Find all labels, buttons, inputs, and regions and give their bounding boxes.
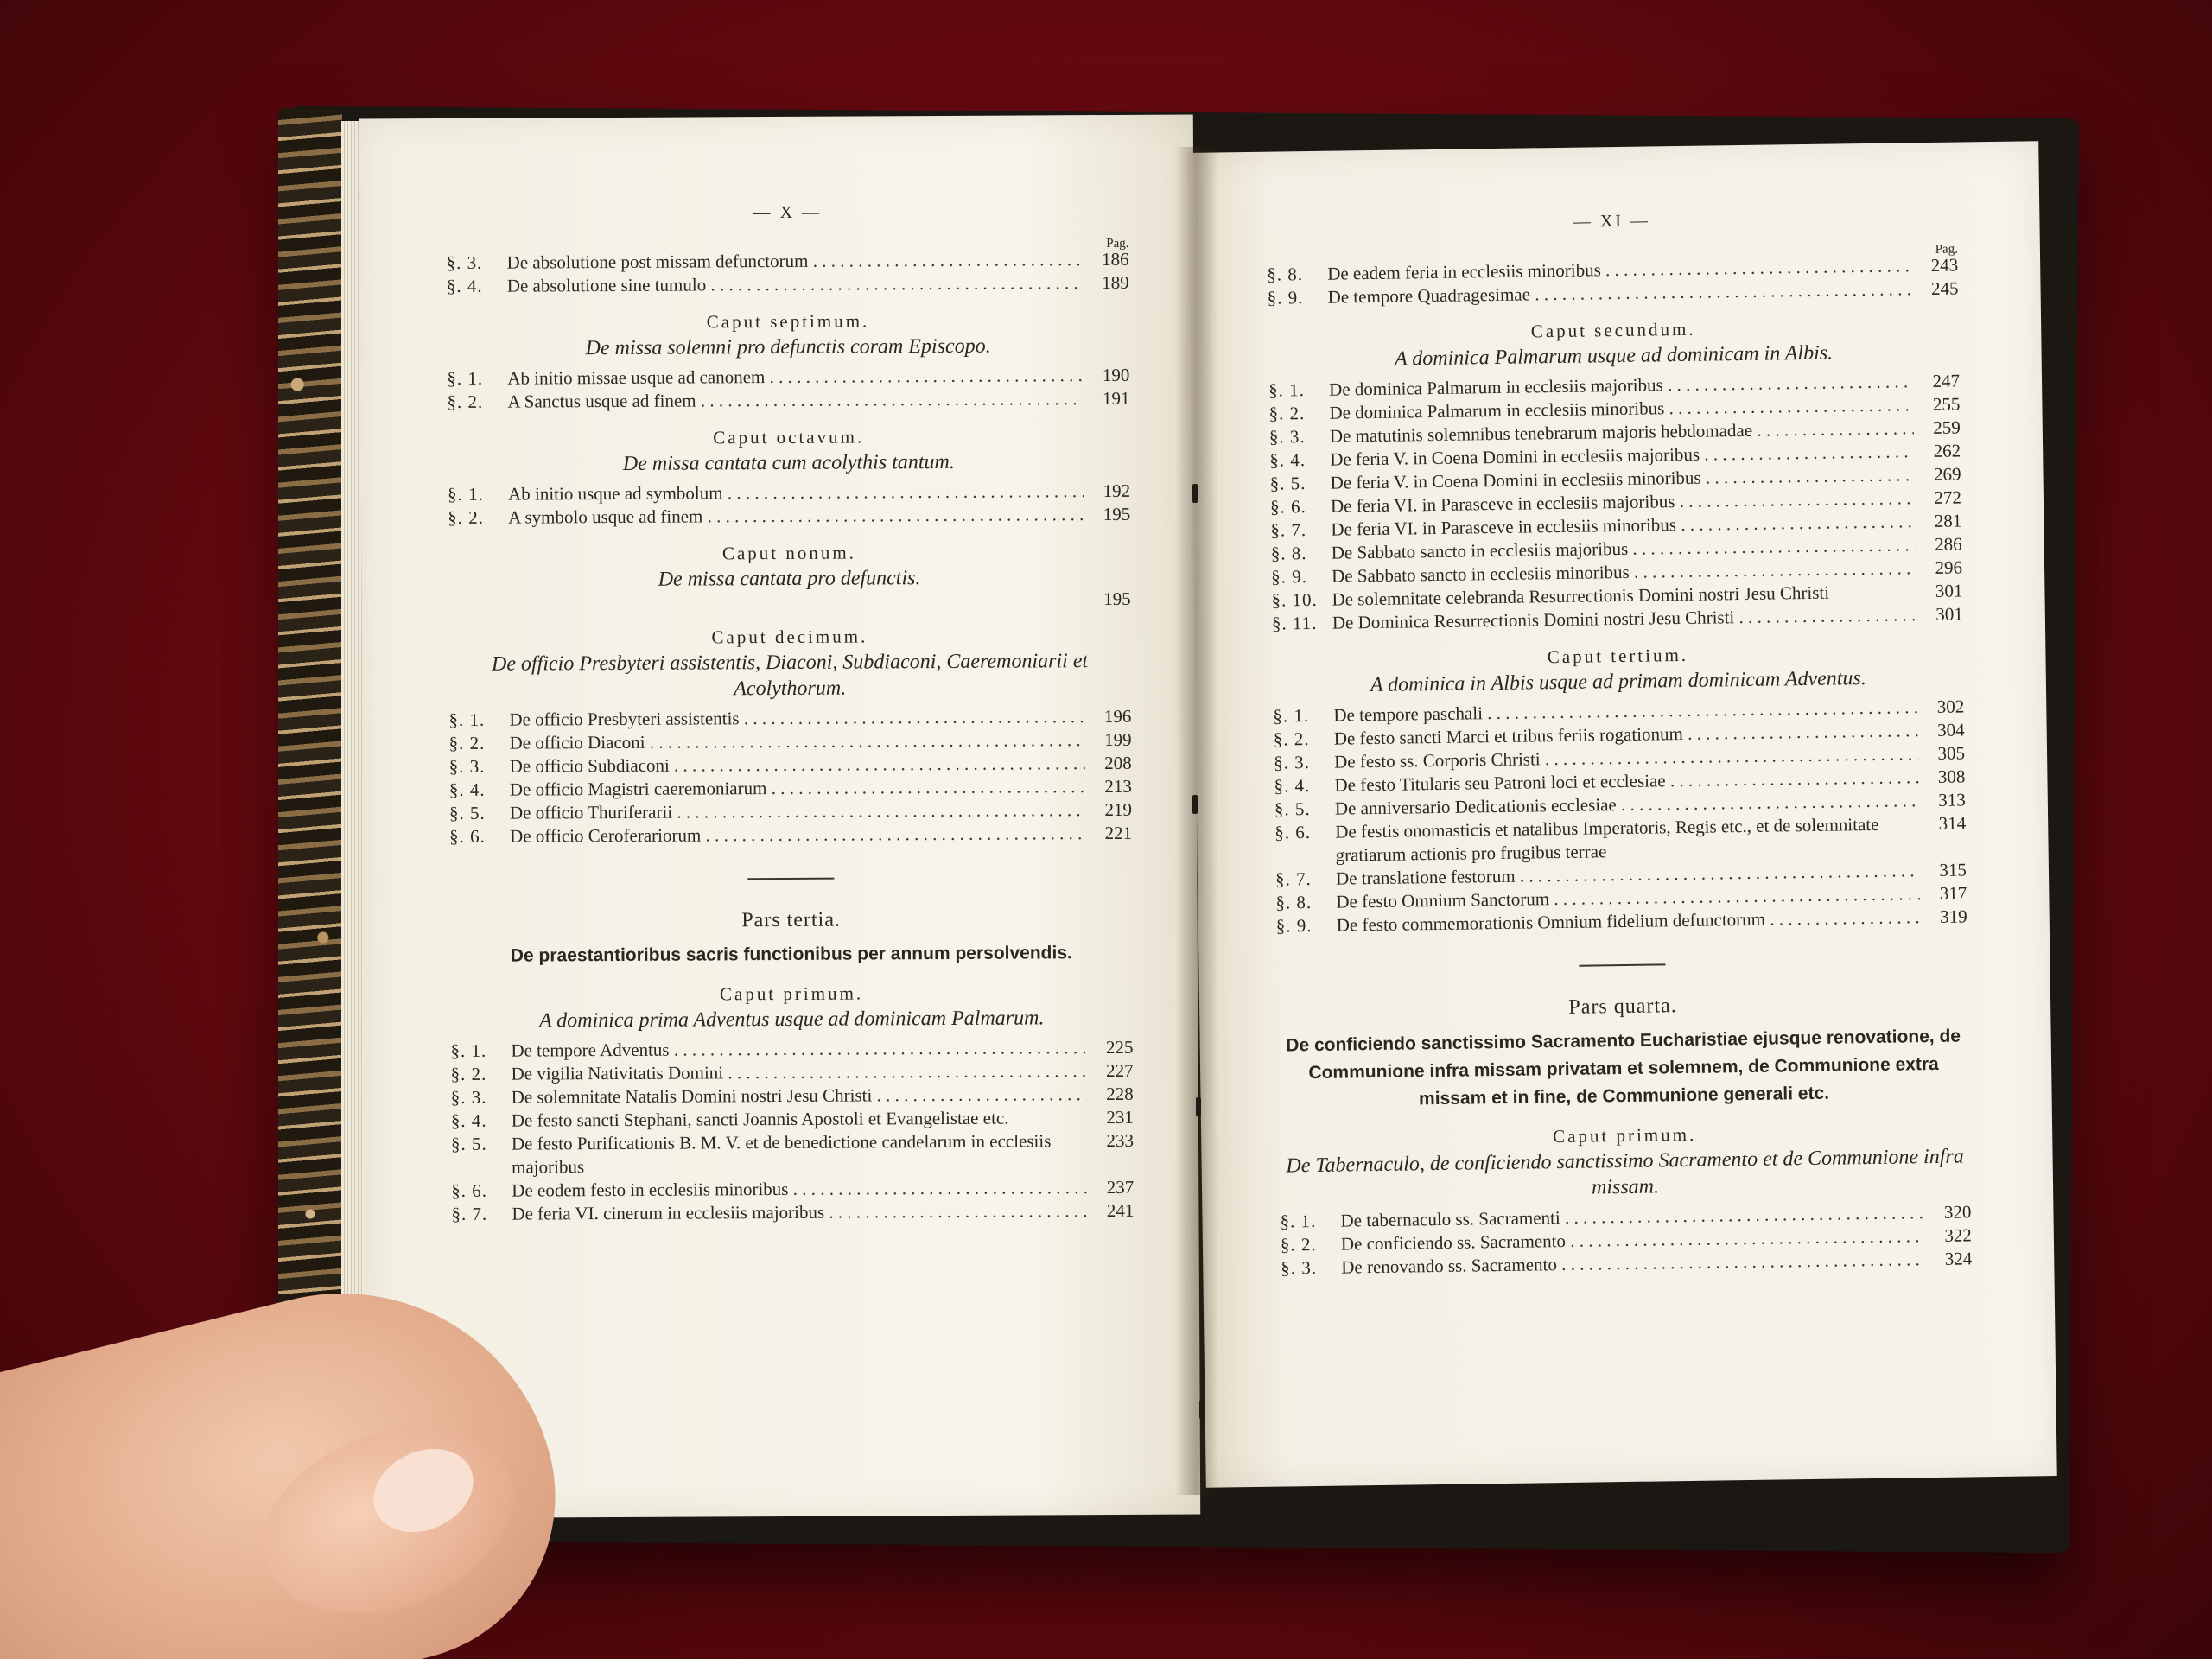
- page-number: 199: [1103, 728, 1132, 751]
- toc-entry: [449, 822, 1132, 849]
- entry-title: De eodem festo in ecclesiis minoribus . . .: [512, 1176, 1087, 1202]
- section-number: §. 9.: [1267, 287, 1304, 308]
- section-number: §. 2.: [450, 1063, 487, 1084]
- section-number: §. 4.: [450, 1109, 487, 1131]
- section-number: §. 5.: [1274, 798, 1311, 820]
- toc-list: [450, 1036, 1134, 1226]
- page-number: 195: [1103, 588, 1131, 610]
- section-number: §. 8.: [1270, 543, 1307, 564]
- page-number: 302: [1936, 696, 1965, 717]
- section-number: §. 3.: [1273, 752, 1311, 773]
- page-number: 243: [1930, 254, 1959, 276]
- entry-title: De dominica Palmarum in ecclesiis majoribus . . .: [1329, 370, 1913, 401]
- page-number: 301: [1935, 580, 1963, 601]
- entry-title: De officio Subdiaconi . . .: [510, 752, 1085, 778]
- section-number: §. 5.: [450, 1133, 487, 1154]
- toc-entry: [450, 1059, 1133, 1086]
- caput-label: Caput decimum.: [711, 626, 868, 648]
- toc-entry: [447, 248, 1129, 275]
- section-number: §. 1.: [1273, 705, 1310, 727]
- book-gutter: [1175, 147, 1218, 1495]
- page-number: 308: [1937, 766, 1966, 787]
- entry-title: De anniversario Dedicationis ecclesiae . . .: [1335, 789, 1919, 820]
- section-divider: [1579, 963, 1665, 966]
- entry-title: De officio Ceroferariorum . . .: [510, 822, 1085, 848]
- section-number: §. 1.: [448, 709, 486, 731]
- section-number: §. 4.: [1269, 449, 1306, 471]
- left-page-content: [446, 201, 1134, 1226]
- entry-title: De festo Purificationis B. M. V. et de benedictione candelarum in ecclesiis majoribus: [511, 1130, 1052, 1178]
- section-number: §. 2.: [448, 732, 486, 754]
- binding-stitch: [1192, 484, 1198, 503]
- section-number: §. 3.: [1281, 1256, 1318, 1279]
- entry-title: De absolutione sine tumulo . . .: [507, 271, 1083, 297]
- section-divider: [747, 878, 834, 880]
- section-number: §. 4.: [1274, 775, 1311, 797]
- entry-title: De festo Omnium Sanctorum . . .: [1336, 882, 1920, 913]
- caput-title: A dominica Palmarum usque ad dominicam in Albis.: [1394, 341, 1834, 371]
- section-number: §. 3.: [446, 251, 483, 274]
- entry-title: De festo Titularis seu Patroni loci et ecclesiae . . .: [1334, 766, 1918, 797]
- right-page-content: [1266, 207, 1972, 1281]
- entry-title: De Dominica Resurrectionis Domini nostri Jesu Christi . . .: [1332, 603, 1916, 634]
- entry-title: De Sabbato sancto in ecclesiis majoribus . . .: [1332, 533, 1916, 564]
- binding-stitch: [1192, 795, 1198, 814]
- page-folio: — XI —: [1573, 211, 1651, 232]
- entry-title: De festo sancti Marci et tribus feriis rogationum . . .: [1334, 719, 1918, 750]
- section-number: §. 2.: [447, 391, 484, 413]
- right-page: [1187, 141, 2056, 1488]
- toc-list: [448, 480, 1130, 530]
- section-number: §. 9.: [1270, 566, 1308, 588]
- caput-title: De Tabernaculo, de conficiendo sanctissimo Sacramento et de Communione infra missam.: [1286, 1145, 1964, 1199]
- toc-list: [447, 364, 1129, 414]
- toc-entry: [449, 752, 1132, 779]
- entry-title: De absolutione post missam defunctorum . . .: [507, 248, 1083, 274]
- page-number: 305: [1937, 742, 1966, 764]
- page-number: 195: [1103, 503, 1131, 525]
- toc-entry: [451, 1106, 1134, 1133]
- pag-label: Pag.: [1106, 236, 1129, 251]
- entry-title: De festo commemorationis Omnium fidelium defunctorum . . .: [1337, 906, 1921, 937]
- pars-title: De conficiendo sanctissimo Sacramento Eucharistiae ejusque renovatione, de Communione infra missam privatam et solemnem, de Communione extra missam et in fine, de Communione generali etc.: [1286, 1026, 1961, 1109]
- toc-entry: [447, 364, 1129, 391]
- section-number: §. 7.: [1270, 519, 1307, 541]
- toc-list: [447, 248, 1129, 298]
- entry-title: De officio Presbyteri assistentis . . .: [509, 705, 1084, 731]
- entry-title: De solemnitate celebranda Resurrectionis Domini nostri Jesu Christi: [1332, 582, 1830, 610]
- pars-label: Pars tertia.: [741, 908, 842, 932]
- page-number: 186: [1102, 248, 1129, 270]
- entry-title: De officio Magistri caeremoniarum . . .: [510, 775, 1085, 801]
- pars-label: Pars quarta.: [1568, 995, 1677, 1019]
- caput-title: De missa solemni pro defunctis coram Episcopo.: [585, 334, 991, 360]
- section-number: §. 1.: [447, 483, 484, 505]
- section-number: §. 2.: [1268, 403, 1306, 424]
- section-number: §. 6.: [449, 825, 486, 848]
- toc-list: [1280, 1200, 1972, 1280]
- caput-label: Caput primum.: [719, 982, 864, 1005]
- entry-title: De festis onomasticis et natalibus Imperatoris, Regis etc., et de solemnitate gratiarum actionis pro frugibus terrae: [1335, 813, 1879, 866]
- toc-entry: [451, 1129, 1134, 1179]
- section-number: §. 7.: [1274, 868, 1312, 890]
- caput-label: Caput primum.: [1552, 1123, 1697, 1147]
- entry-title: De eadem feria in ecclesiis minoribus . . .: [1327, 254, 1911, 285]
- section-number: §. 1.: [447, 367, 484, 390]
- entry-title: De tabernaculo ss. Sacramenti . . .: [1340, 1201, 1924, 1232]
- caput-title: De officio Presbyteri assistentis, Diaconi, Subdiaconi, Caeremoniarii et Acolythorum.: [491, 650, 1089, 701]
- entry-title: De feria VI. in Parasceve in ecclesiis majoribus . . .: [1331, 486, 1915, 518]
- section-number: §. 4.: [448, 779, 486, 801]
- caput-label: Caput secundum.: [1530, 318, 1696, 342]
- page-number: 262: [1933, 440, 1961, 461]
- pag-label: Pag.: [1935, 242, 1959, 257]
- page-number: 227: [1105, 1059, 1134, 1082]
- toc-entry: [447, 387, 1129, 414]
- page-number: 301: [1936, 603, 1963, 625]
- page-number: 315: [1939, 859, 1967, 880]
- toc-list: [448, 705, 1132, 849]
- entry-title: Ab initio usque ad symbolum . . .: [508, 480, 1084, 505]
- section-number: §. 5.: [1269, 473, 1306, 494]
- entry-title: De conficiendo ss. Sacramento . . .: [1341, 1224, 1925, 1255]
- caput-label: Caput nonum.: [721, 542, 856, 564]
- section-number: §. 8.: [1275, 892, 1313, 913]
- page-number: 237: [1106, 1176, 1135, 1198]
- page-number: 225: [1105, 1036, 1134, 1058]
- section-number: §. 2.: [448, 506, 484, 529]
- page-number: 255: [1932, 393, 1961, 415]
- section-number: §. 8.: [1267, 264, 1304, 285]
- entry-title: De feria V. in Coena Domini in ecclesiis minoribus . . .: [1330, 463, 1914, 494]
- caput-label: Caput septimum.: [706, 310, 870, 333]
- caput-title: A dominica prima Adventus usque ad dominicam Palmarum.: [538, 1007, 1045, 1033]
- toc-entry: [448, 728, 1131, 755]
- entry-title: De renovando ss. Sacramento . . .: [1341, 1248, 1925, 1279]
- page-number: 319: [1940, 906, 1967, 927]
- entry-title: De tempore Adventus . . .: [511, 1036, 1086, 1062]
- toc-entry: [449, 775, 1132, 802]
- section-number: §. 6.: [1274, 822, 1312, 843]
- entry-title: De festo ss. Corporis Christi . . .: [1334, 742, 1918, 773]
- entry-title: De festo sancti Stephani, sancti Joannis Apostoli et Evangelistae etc.: [511, 1107, 1009, 1131]
- page-number: 228: [1106, 1083, 1134, 1105]
- entry-title: De tempore Quadragesimae . . .: [1327, 277, 1911, 308]
- page-number: 208: [1104, 752, 1132, 774]
- entry-title: De feria VI. cinerum in ecclesiis majoribus . . .: [512, 1199, 1087, 1225]
- entry-title: De officio Diaconi . . .: [509, 728, 1084, 754]
- page-number: 324: [1944, 1248, 1973, 1269]
- toc-entry: [448, 480, 1130, 506]
- page-number: 219: [1104, 798, 1133, 821]
- caput-label: Caput octavum.: [713, 426, 865, 448]
- section-number: §. 3.: [1268, 426, 1306, 448]
- page-number: 233: [1106, 1129, 1135, 1152]
- page-number: 191: [1102, 387, 1130, 410]
- entry-title: De solemnitate Natalis Domini nostri Jesu Christi . . .: [512, 1083, 1087, 1109]
- section-number: §. 1.: [1280, 1210, 1317, 1232]
- page-number: 269: [1933, 463, 1961, 485]
- entry-title: De feria V. in Coena Domini in ecclesiis majoribus . . .: [1330, 440, 1914, 471]
- toc-entry: [451, 1083, 1134, 1109]
- entry-title: Ab initio missae usque ad canonem . . .: [507, 364, 1083, 390]
- entry-title: A symbolo usque ad finem . . .: [508, 503, 1084, 529]
- page-number: 241: [1106, 1199, 1135, 1222]
- page-number: 304: [1937, 719, 1965, 741]
- section-number: §. 3.: [450, 1086, 487, 1108]
- page-number: 189: [1102, 271, 1129, 294]
- section-number: §. 11.: [1271, 612, 1318, 634]
- caput-title: De missa cantata cum acolythis tantum.: [622, 450, 955, 475]
- entry-title: De officio Thuriferarii . . .: [510, 798, 1085, 824]
- page-number: 192: [1103, 480, 1131, 502]
- caput-title: De missa cantata pro defunctis.: [658, 567, 921, 591]
- toc-entry: [447, 271, 1129, 298]
- entry-title: De Sabbato sancto in ecclesiis minoribus . . .: [1332, 556, 1916, 588]
- page-number: 296: [1935, 556, 1963, 578]
- page-number: 286: [1935, 533, 1962, 555]
- toc-list: [1268, 369, 1963, 635]
- page-number: 247: [1932, 370, 1961, 391]
- toc-list: [1267, 254, 1959, 310]
- page-number: 245: [1930, 277, 1959, 299]
- toc-entry: [450, 1036, 1133, 1063]
- entry-title: De vigilia Nativitatis Domini . . .: [511, 1059, 1086, 1085]
- section-number: §. 7.: [451, 1203, 488, 1224]
- page-number: 259: [1933, 416, 1961, 438]
- left-page: [359, 114, 1200, 1518]
- page-number: 313: [1938, 789, 1966, 810]
- toc-entry: [448, 503, 1130, 530]
- entry-title: A Sanctus usque ad finem . . .: [507, 387, 1083, 413]
- section-number: §. 6.: [1269, 496, 1306, 518]
- page-number: 320: [1943, 1201, 1972, 1223]
- toc-entry: [451, 1199, 1134, 1226]
- page-number: 231: [1106, 1106, 1134, 1128]
- page-number: 221: [1104, 822, 1133, 844]
- section-number: §. 4.: [446, 275, 483, 297]
- page-number: 281: [1934, 510, 1962, 531]
- page-number: 317: [1939, 882, 1967, 904]
- entry-title: De matutinis solemnibus tenebrarum majoris hebdomadae . . .: [1330, 416, 1914, 448]
- entry-title: De tempore paschali . . .: [1333, 696, 1917, 727]
- toc-entry: [449, 798, 1132, 825]
- entry-title: De translatione festorum . . .: [1336, 859, 1920, 890]
- caput-title: A dominica in Albis usque ad primam dominicam Adventus.: [1370, 667, 1866, 697]
- binding-stitch: [1199, 1400, 1205, 1419]
- entry-title: De feria VI. in Parasceve in ecclesiis minoribus . . .: [1331, 510, 1915, 541]
- section-number: §. 9.: [1275, 915, 1313, 937]
- page-number: 196: [1103, 705, 1132, 728]
- toc-entry: [448, 705, 1131, 732]
- marbled-spine: [278, 108, 342, 1491]
- entry-title: De dominica Palmarum in ecclesiis minoribus . . .: [1329, 393, 1913, 424]
- section-number: §. 10.: [1271, 588, 1318, 611]
- toc-entry: [451, 1176, 1134, 1203]
- binding-stitch: [1196, 1097, 1201, 1116]
- caput-label: Caput tertium.: [1547, 644, 1689, 668]
- pars-title: De praestantioribus sacris functionibus per annum persolvendis.: [510, 943, 1072, 966]
- page-number: 190: [1102, 364, 1130, 386]
- section-number: §. 2.: [1273, 728, 1310, 750]
- section-number: §. 6.: [451, 1179, 488, 1201]
- page-number: 213: [1104, 775, 1132, 798]
- toc-list: [1273, 695, 1967, 938]
- page-number: 272: [1934, 486, 1962, 508]
- section-number: §. 3.: [448, 755, 486, 778]
- page-folio: — X —: [753, 202, 823, 223]
- page-number: 322: [1944, 1224, 1973, 1246]
- page-number: 314: [1938, 812, 1967, 834]
- section-number: §. 5.: [448, 802, 486, 824]
- section-number: §. 2.: [1280, 1233, 1317, 1255]
- section-number: §. 1.: [1268, 379, 1306, 401]
- section-number: §. 1.: [450, 1039, 487, 1061]
